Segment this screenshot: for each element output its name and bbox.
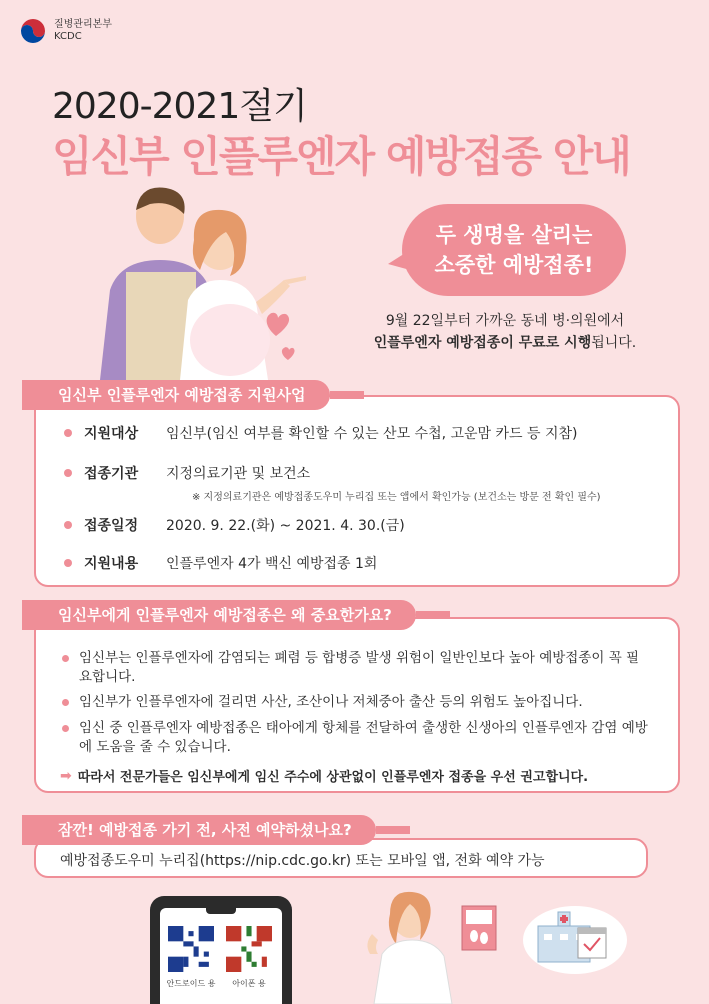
phone-illustration: [150, 896, 292, 1004]
support-row-value: 2020. 9. 22.(화) ~ 2021. 4. 30.(금): [166, 518, 405, 534]
bullet-dot-icon: [62, 725, 69, 732]
why-section-heading: [22, 600, 416, 630]
why-item-text: 임신부가 인플루엔자에 걸리면 사산, 조산이나 저체중아 출산 등의 위험도 높아집니다.: [79, 694, 583, 710]
support-row-label: 지원대상: [84, 426, 139, 442]
phone-screen: [160, 908, 282, 1004]
bullet-dot-icon: [64, 469, 72, 477]
support-row-value: 인플루엔자 4가 백신 예방접종 1회: [166, 556, 378, 572]
heading-arrow-icon: [416, 611, 450, 619]
why-item-text: 임신 중 인플루엔자 예방접종은 태아에게 항체를 전달하여 출생한 신생아의 인플루엔자 감염 예방에 도움을 줄 수 있습니다.: [79, 720, 648, 755]
reservation-text: 예방접종도우미 누리집(https://nip.cdc.go.kr) 또는 모바일 앱, 전화 예약 가능: [60, 853, 545, 869]
why-item-3: [62, 719, 652, 757]
phone-notch: [206, 908, 236, 914]
intro-text: [340, 310, 670, 354]
android-qr-code-icon[interactable]: [168, 926, 214, 972]
kcdc-emblem-icon: [20, 18, 46, 44]
slogan-line-2: 소중한 예방접종!: [434, 253, 594, 277]
why-item-1: [62, 649, 652, 687]
support-program-box: [34, 395, 680, 587]
why-item-2: [62, 693, 652, 712]
intro-line-2-rest: 됩니다.: [591, 335, 637, 351]
intro-line-1: 9월 22일부터 가까운 동네 병·의원에서: [385, 313, 625, 329]
intro-line-2: [340, 332, 670, 354]
slogan-line-1: 두 생명을 살리는: [435, 223, 593, 247]
bullet-dot-icon: [64, 429, 72, 437]
page-title: 임신부 인플루엔자 예방접종 안내: [52, 132, 630, 181]
support-heading-text: 임신부 인플루엔자 예방접종 지원사업: [58, 386, 306, 404]
support-note: ※ 지정의료기관은 예방접종도우미 누리집 또는 앱에서 확인가능 (보건소는 방문 전 확인 필수): [192, 492, 601, 503]
why-important-box: [34, 617, 680, 793]
title-year: 2020-2021절기: [52, 86, 307, 127]
why-conclusion-text: 따라서 전문가들은 임신부에게 임신 주수에 상관없이 인플루엔자 접종을 우선 권고합니다.: [77, 770, 589, 785]
support-section-heading: [22, 380, 330, 410]
bullet-dot-icon: [64, 559, 72, 567]
pregnant-woman-thumbs-up-illustration: [360, 884, 510, 1004]
why-heading-text: 임신부에게 인플루엔자 예방접종은 왜 중요한가요?: [58, 606, 392, 624]
heading-arrow-icon: [376, 826, 410, 834]
support-row-schedule: [64, 515, 405, 535]
why-item-text: 임신부는 인플루엔자에 감염되는 폐렴 등 합병증 발생 위험이 일반인보다 높아 예방접종이 꼭 필요합니다.: [79, 650, 640, 685]
support-row-label: 접종기관: [84, 466, 139, 482]
why-conclusion: [60, 766, 588, 785]
kcdc-logo: [20, 18, 112, 44]
support-row-value: 임신부(임신 여부를 확인할 수 있는 산모 수첩, 고운맘 카드 등 지참): [166, 426, 578, 442]
ios-qr-code-icon[interactable]: [226, 926, 272, 972]
hearts-decoration-icon: [262, 306, 302, 366]
support-row-label: 접종일정: [84, 518, 139, 534]
bullet-dot-icon: [62, 655, 69, 662]
ios-qr-label: 아이폰 용: [232, 979, 266, 988]
support-row-value: 지정의료기관 및 보건소: [166, 466, 311, 482]
bullet-dot-icon: [64, 521, 72, 529]
hospital-calendar-icon: [520, 896, 630, 976]
logo-org-name: 질병관리본부: [54, 19, 112, 30]
support-row-target: [64, 423, 578, 443]
support-row-content: [64, 553, 377, 573]
android-qr-label: 안드로이드 용: [166, 979, 216, 988]
right-arrow-icon: ➡: [60, 767, 72, 784]
heading-arrow-icon: [330, 391, 364, 399]
slogan-bubble: [402, 204, 626, 296]
intro-line-2-bold: 인플루엔자 예방접종이 무료로 시행: [373, 335, 592, 351]
bullet-dot-icon: [62, 699, 69, 706]
support-row-institution: [64, 463, 310, 483]
reservation-section-heading: [22, 815, 376, 845]
support-row-label: 지원내용: [84, 556, 139, 572]
reservation-heading-text: 잠깐! 예방접종 가기 전, 사전 예약하셨나요?: [58, 821, 352, 839]
logo-abbr: KCDC: [54, 31, 82, 42]
